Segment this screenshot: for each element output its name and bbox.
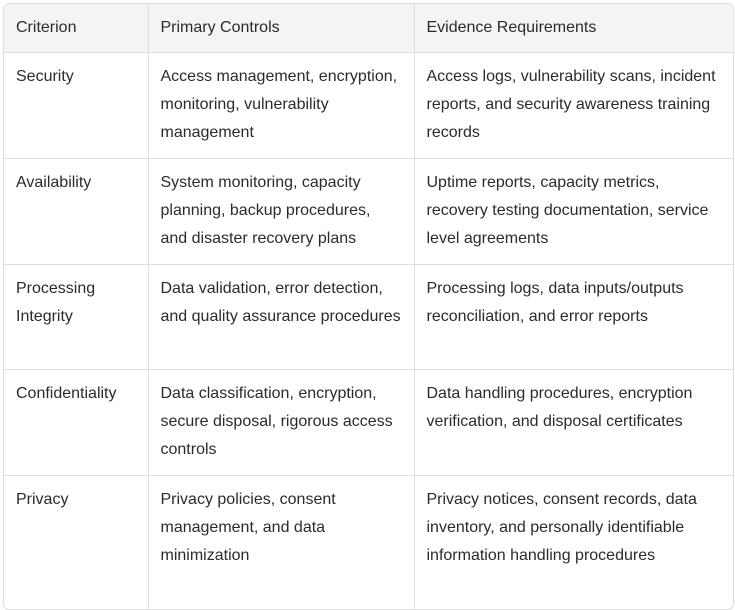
table-row [4,53,733,159]
header-primary-controls: Primary Controls [148,4,414,53]
cell-primary-controls: Privacy policies, consent management, and data minimization [148,476,414,609]
table-header-row [4,4,733,53]
header-evidence-requirements: Evidence Requirements [414,4,733,53]
table-row [4,476,733,609]
cell-evidence: Privacy notices, consent records, data inventory, and personally identifiable information handling procedures [426,491,697,564]
cell-primary-controls: Data validation, error detection, and quality assurance procedures [148,265,414,370]
table-row [4,370,733,476]
table-row [4,265,733,370]
cell-criterion: Security [4,53,148,159]
cell-criterion: Confidentiality [4,370,148,476]
cell-primary-controls: Data classification, encryption, secure disposal, rigorous access controls [148,370,414,476]
criteria-table [4,4,733,609]
cell-criterion: Processing Integrity [4,265,148,370]
table-row [4,159,733,265]
cell-primary-controls: Access management, encryption, monitoring, vulnerability management [148,53,414,159]
header-criterion: Criterion [4,4,148,53]
cell-criterion: Privacy [4,476,148,609]
cell-evidence: Uptime reports, capacity metrics, recovery testing documentation, service level agreements [414,159,733,265]
cell-criterion: Availability [4,159,148,265]
cell-evidence: Data handling procedures, encryption verification, and disposal certificates [414,370,733,476]
cell-primary-controls: System monitoring, capacity planning, backup procedures, and disaster recovery plans [148,159,414,265]
cell-evidence: Access logs, vulnerability scans, incident reports, and security awareness training records [414,53,733,159]
cell-evidence: Processing logs, data inputs/outputs reconciliation, and error reports [414,265,733,370]
criteria-table-container [3,3,734,610]
